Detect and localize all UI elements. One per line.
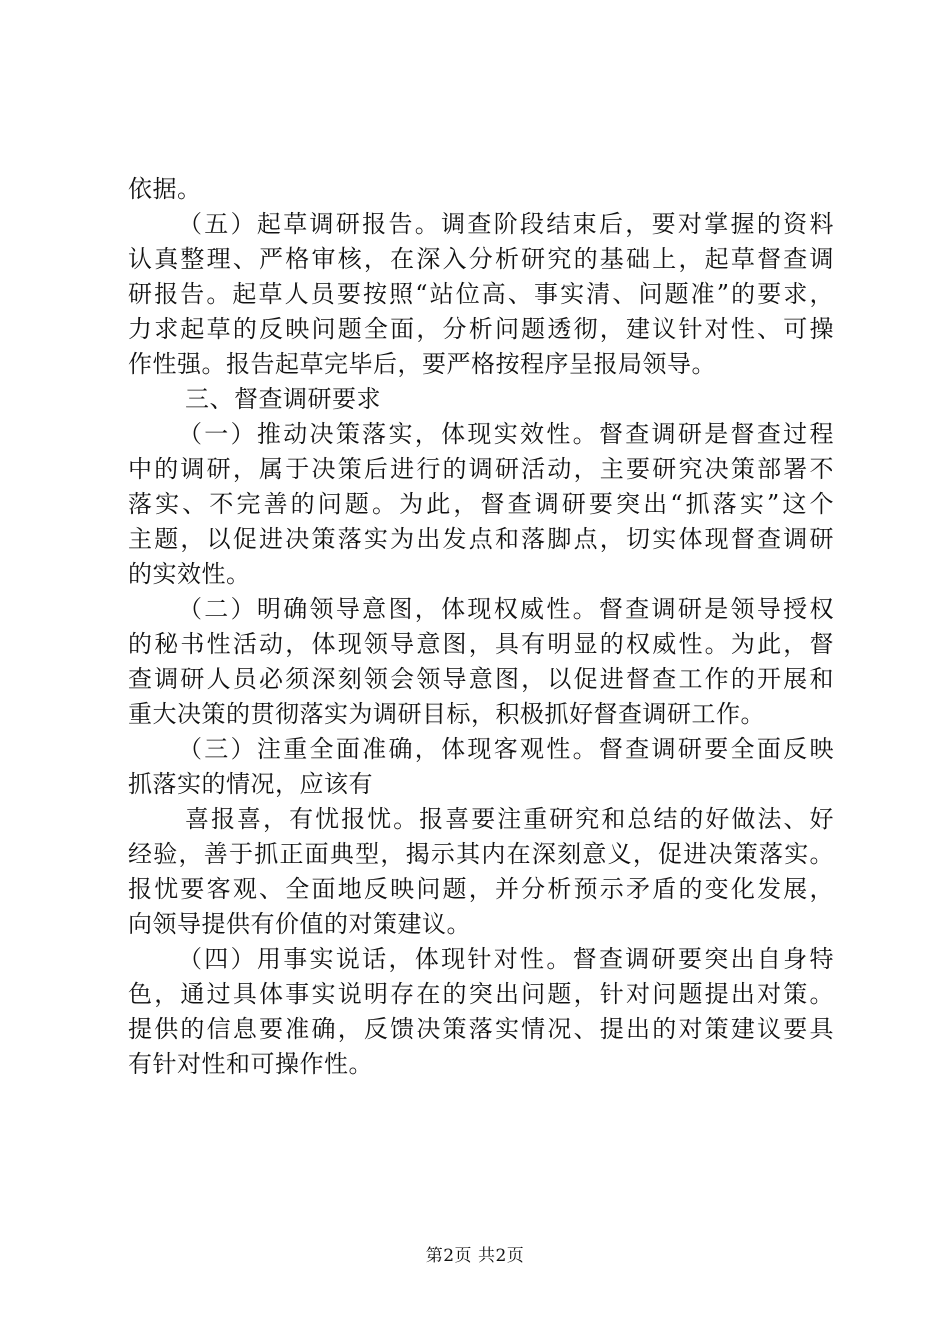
- text-line: 作性强。报告起草完毕后，要严格按程序呈报局领导。: [128, 350, 716, 378]
- document-body: [128, 172, 834, 1082]
- text-line: 力求起草的反映问题全面，分析问题透彻，建议针对性、可操: [128, 315, 834, 343]
- paragraph-first-line: （四）用事实说话，体现针对性。督查调研要突出自身特: [178, 945, 834, 973]
- paragraph-first-line: （三）注重全面准确，体现客观性。督查调研要全面反映: [178, 735, 834, 763]
- text-line: 有针对性和可操作性。: [128, 1050, 373, 1078]
- paragraph-first-line: （二）明确领导意图，体现权威性。督查调研是领导授权: [178, 595, 834, 623]
- text-line: 查调研人员必须深刻领会领导意图，以促进督查工作的开展和: [128, 665, 834, 693]
- page-footer: [0, 1244, 950, 1268]
- paragraph-first-line: （一）推动决策落实，体现实效性。督查调研是督查过程: [178, 420, 834, 448]
- section-heading: 三、督查调研要求: [185, 385, 381, 413]
- text-line: 主题，以促进决策落实为出发点和落脚点，切实体现督查调研: [128, 525, 834, 553]
- text-line: 中的调研，属于决策后进行的调研活动，主要研究决策部署不: [128, 455, 834, 483]
- text-line: 的实效性。: [128, 560, 251, 588]
- text-line: 向领导提供有价值的对策建议。: [128, 910, 471, 938]
- text-line: 认真整理、严格审核，在深入分析研究的基础上，起草督查调: [128, 245, 834, 273]
- text-line: 色，通过具体事实说明存在的突出问题，针对问题提出对策。: [128, 980, 834, 1008]
- text-line: 的秘书性活动，体现领导意图，具有明显的权威性。为此，督: [128, 630, 834, 658]
- text-line: 依据。: [128, 175, 202, 203]
- text-line: 重大决策的贯彻落实为调研目标，积极抓好督查调研工作。: [128, 700, 765, 728]
- text-line: 经验，善于抓正面典型，揭示其内在深刻意义，促进决策落实。: [128, 840, 834, 868]
- text-line: 提供的信息要准确，反馈决策落实情况、提出的对策建议要具: [128, 1015, 834, 1043]
- text-line: 抓落实的情况，应该有: [128, 770, 373, 798]
- paragraph-first-line: 喜报喜，有忧报忧。报喜要注重研究和总结的好做法、好: [185, 805, 834, 833]
- text-line: 报忧要客观、全面地反映问题，并分析预示矛盾的变化发展，: [128, 875, 834, 903]
- text-line: 研报告。起草人员要按照“站位高、事实清、问题准”的要求，: [128, 280, 834, 308]
- paragraph-first-line: （五）起草调研报告。调查阶段结束后，要对掌握的资料: [178, 210, 834, 238]
- page-number: 第2页 共2页: [425, 1246, 525, 1266]
- text-line: 落实、不完善的问题。为此，督查调研要突出“抓落实”这个: [128, 490, 834, 518]
